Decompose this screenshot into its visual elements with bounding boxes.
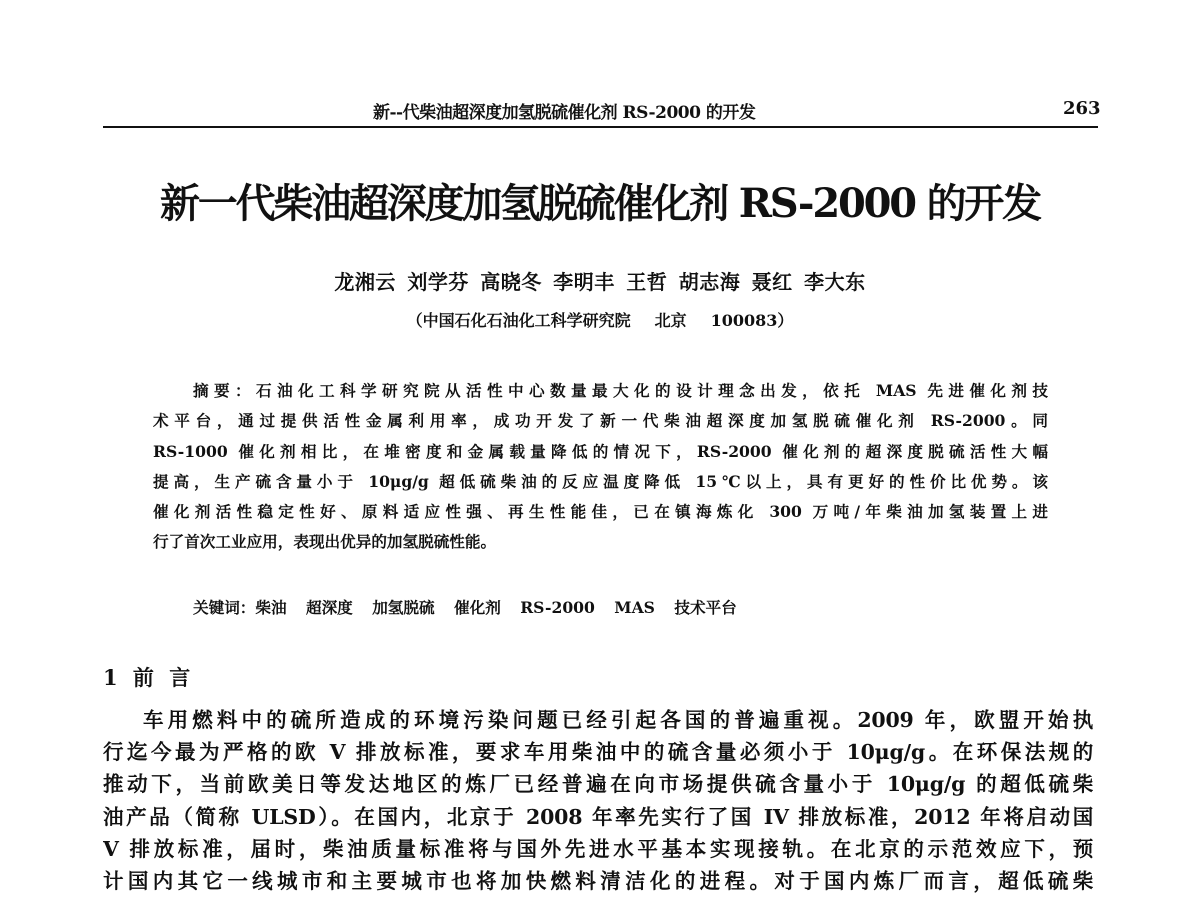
affiliation-city: 北京 bbox=[654, 311, 687, 330]
author-list: 龙湘云 刘学芬 高晓冬 李明丰 王哲 胡志海 聂红 李大东 bbox=[334, 270, 866, 294]
body-line: 行迄今最为严格的欧 V 排放标准，要求车用柴油中的硫含量必须小于 10μg/g。在环保法规的 bbox=[103, 740, 1093, 765]
body-line: 推动下，当前欧美日等发达地区的炼厂已经普遍在向市场提供硫含量小于 10μg/g 的超低硫柴 bbox=[103, 772, 1093, 797]
abstract-line: 行了首次工业应用，表现出优异的加氢脱硫性能。 bbox=[153, 532, 497, 552]
section-body bbox=[103, 704, 1093, 897]
header-rule bbox=[103, 126, 1098, 128]
body-line: V 排放标准，届时，柴油质量标准将与国外先进水平基本实现接轨。在北京的示范效应下，预 bbox=[103, 836, 1093, 861]
paper-title: 新一代柴油超深度加氢脱硫催化剂 RS-2000 的开发 bbox=[160, 180, 1040, 227]
page-number: 263 bbox=[1063, 98, 1101, 119]
abstract-line: 摘要：石油化工科学研究院从活性中心数量最大化的设计理念出发，依托 MAS 先进催化剂技 bbox=[193, 381, 1048, 400]
abstract-line: RS-1000 催化剂相比，在堆密度和金属载量降低的情况下，RS-2000 催化剂的超深度脱硫活性大幅 bbox=[153, 441, 1048, 461]
keywords: 关键词：柴油 超深度 加氢脱硫 催化剂 RS-2000 MAS 技术平台 bbox=[193, 598, 737, 617]
section-heading: 1 前 言 bbox=[103, 665, 195, 690]
affiliation-institution: （中国石化石油化工科学研究院 bbox=[406, 311, 631, 330]
abstract-line: 术平台，通过提供活性金属利用率，成功开发了新一代柴油超深度加氢脱硫催化剂 RS-2000。同 bbox=[153, 411, 1048, 431]
body-line: 油产品（简称 ULSD）。在国内，北京于 2008 年率先实行了国 IV 排放标准，2012 年将启动国 bbox=[103, 804, 1093, 829]
body-line: 计国内其它一线城市和主要城市也将加快燃料清洁化的进程。对于国内炼厂而言，超低硫柴 bbox=[103, 868, 1093, 893]
affiliation-postcode: 100083） bbox=[710, 311, 794, 330]
running-header-title: 新--代柴油超深度加氢脱硫催化剂 RS-2000 的开发 bbox=[373, 103, 756, 123]
abstract-line: 催化剂活性稳定性好、原料适应性强、再生性能佳，已在镇海炼化 300 万吨/年柴油加氢装置上进 bbox=[153, 502, 1048, 522]
abstract-line: 提高，生产硫含量小于 10μg/g 超低硫柴油的反应温度降低 15℃以上，具有更好的性价比优势。该 bbox=[153, 471, 1048, 491]
abstract bbox=[153, 376, 1048, 558]
body-line: 车用燃料中的硫所造成的环境污染问题已经引起各国的普遍重视。2009 年，欧盟开始执 bbox=[143, 708, 1093, 732]
affiliation bbox=[0, 308, 1200, 331]
